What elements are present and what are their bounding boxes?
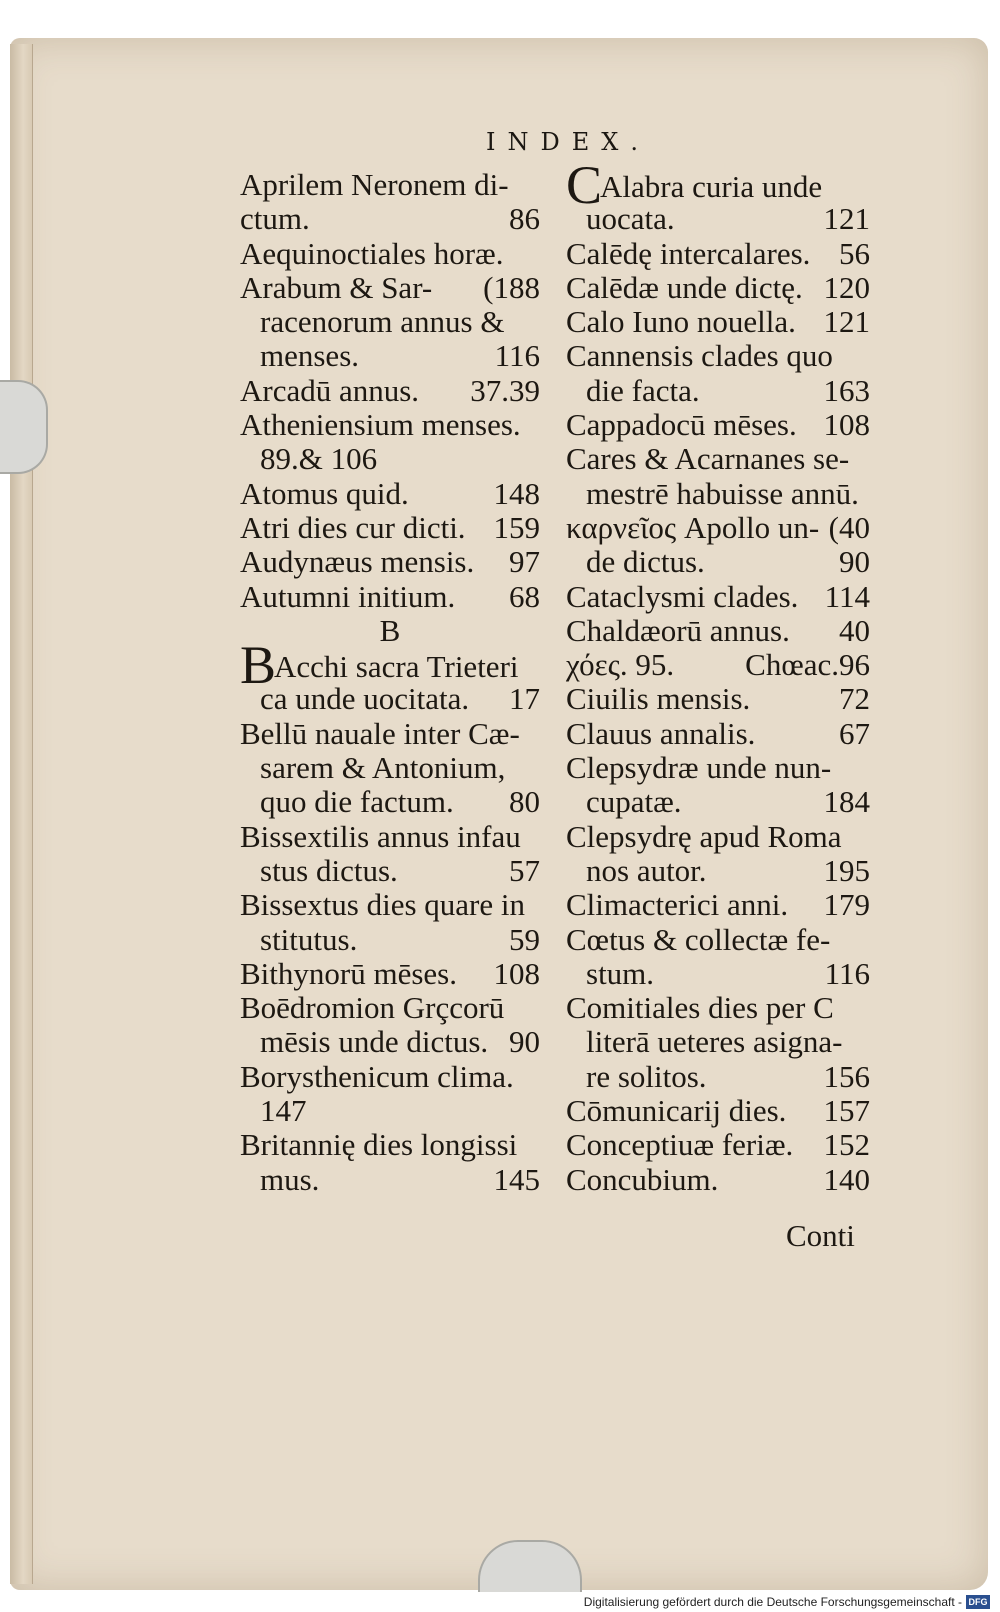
index-entry-line bbox=[240, 1128, 540, 1162]
index-entry-line bbox=[566, 155, 870, 215]
clamp-left bbox=[0, 380, 48, 474]
index-entry-label: Aprilem Neronem di- bbox=[240, 167, 509, 202]
index-entry-text bbox=[240, 991, 504, 1025]
index-entry-line bbox=[566, 271, 870, 305]
index-entry-label: Atomus quid. bbox=[240, 475, 409, 511]
index-entry-line bbox=[566, 751, 870, 785]
index-entry-label: Boēdromion Grçcorū bbox=[240, 990, 505, 1026]
index-entry-line bbox=[566, 339, 870, 373]
index-entry-line bbox=[566, 785, 870, 819]
index-entry-label: Acchi sacra Trieteri bbox=[274, 649, 519, 685]
page-reference: 116 bbox=[494, 338, 540, 374]
index-entry-line bbox=[240, 1025, 540, 1059]
index-entry-line bbox=[240, 271, 540, 305]
index-entry-text bbox=[240, 545, 474, 579]
index-entry-line bbox=[240, 580, 540, 614]
page-reference: 56 bbox=[839, 235, 870, 271]
index-entry-text bbox=[240, 374, 419, 408]
index-entry-label: racenorum annus & bbox=[260, 304, 505, 340]
page-reference: 159 bbox=[493, 509, 540, 545]
index-entry-label: Audynæus mensis. bbox=[240, 544, 475, 580]
page-reference: 184 bbox=[823, 784, 870, 820]
page-reference: (188 bbox=[483, 269, 540, 305]
index-entry-line bbox=[240, 820, 540, 854]
index-entry-line bbox=[240, 442, 540, 476]
index-entry-line bbox=[240, 785, 540, 819]
index-entry-text bbox=[260, 442, 377, 476]
index-entry-line bbox=[240, 854, 540, 888]
index-entry-label: Bissextilis annus infau bbox=[240, 818, 521, 854]
index-entry-label: Calēdę intercalares. bbox=[566, 235, 811, 271]
index-entry-label: Ciuilis mensis. bbox=[566, 681, 751, 717]
index-entry-line bbox=[240, 511, 540, 545]
page-reference: 140 bbox=[823, 1161, 870, 1197]
index-entry-line bbox=[240, 374, 540, 408]
index-column-left bbox=[240, 168, 540, 1197]
index-entry-label: Cares & Acarnanes se- bbox=[566, 441, 850, 477]
index-entry-line bbox=[240, 991, 540, 1025]
index-entry-line bbox=[240, 408, 540, 442]
page-reference: 114 bbox=[824, 578, 870, 614]
index-entry-text bbox=[566, 408, 797, 442]
index-entry-line bbox=[240, 545, 540, 579]
page-reference: Chœac.96 bbox=[745, 647, 870, 683]
index-entry-text bbox=[240, 580, 455, 614]
index-entry-line bbox=[566, 888, 870, 922]
index-entry-line bbox=[566, 991, 870, 1025]
index-entry-text bbox=[260, 854, 398, 888]
index-entry-label: stum. bbox=[586, 955, 655, 991]
index-entry-label: χόες. 95. bbox=[566, 647, 675, 683]
index-entry-line bbox=[566, 717, 870, 751]
index-entry-label: Chaldæorū annus. bbox=[566, 612, 790, 648]
index-entry-label: Climacterici anni. bbox=[566, 887, 789, 923]
index-entry-label: Atri dies cur dicti. bbox=[240, 509, 466, 545]
index-entry-text bbox=[240, 511, 466, 545]
drop-initial: C bbox=[566, 155, 603, 215]
index-entry-label: 89.& 106 bbox=[260, 441, 378, 477]
index-entry-label: Comitiales dies per C bbox=[566, 990, 834, 1026]
index-entry-text bbox=[586, 374, 700, 408]
index-entry-label: Autumni initium. bbox=[240, 578, 456, 614]
index-entry-line bbox=[566, 545, 870, 579]
index-entry-label: Conceptiuæ feriæ. bbox=[566, 1127, 794, 1163]
index-entry-label: ctum. bbox=[240, 201, 310, 237]
index-entry-label: mus. bbox=[260, 1161, 320, 1197]
index-entry-text bbox=[240, 477, 409, 511]
page-reference: 68 bbox=[509, 578, 540, 614]
index-entry-line bbox=[566, 442, 870, 476]
page-reference: 145 bbox=[493, 1161, 540, 1197]
page-reference: 148 bbox=[493, 475, 540, 511]
index-entry-label: quo die factum. bbox=[260, 784, 454, 820]
index-entry-text bbox=[586, 854, 707, 888]
index-entry-label: Arcadū annus. bbox=[240, 372, 420, 408]
index-entry-text bbox=[240, 1060, 514, 1094]
index-entry-line bbox=[240, 614, 540, 648]
index-entry-label: Cappadocū mēses. bbox=[566, 407, 797, 443]
index-entry-text bbox=[240, 202, 310, 236]
index-entry-text bbox=[566, 511, 819, 545]
index-entry-line bbox=[566, 923, 870, 957]
index-entry-line bbox=[566, 614, 870, 648]
index-entry-text bbox=[380, 614, 401, 648]
index-entry-line bbox=[240, 1094, 540, 1128]
index-entry-text bbox=[586, 1060, 707, 1094]
page-reference: 90 bbox=[509, 1024, 540, 1060]
index-entry-label: Clauus annalis. bbox=[566, 715, 756, 751]
drop-initial: B bbox=[240, 635, 277, 696]
index-entry-text bbox=[260, 1163, 319, 1197]
index-entry-text bbox=[240, 237, 503, 271]
index-entry-label: mestrē habuisse annū. bbox=[586, 475, 859, 511]
index-column-right bbox=[566, 155, 870, 1197]
index-entry-line bbox=[240, 717, 540, 751]
index-entry-line bbox=[566, 1025, 870, 1059]
dfg-logo: DFG bbox=[966, 1595, 990, 1609]
index-entry-label: cupatæ. bbox=[586, 784, 682, 820]
index-entry-line bbox=[240, 888, 540, 922]
page-reference: 86 bbox=[509, 201, 540, 237]
index-entry-text bbox=[260, 785, 454, 819]
index-entry-line bbox=[566, 682, 870, 716]
index-entry-line bbox=[566, 648, 870, 682]
index-entry-label: sarem & Antonium, bbox=[260, 750, 506, 786]
page-header: INDEX. bbox=[486, 128, 650, 156]
index-entry-text bbox=[260, 1094, 307, 1128]
index-entry-label: Bellū nauale inter Cæ- bbox=[240, 715, 520, 751]
page-reference: 57 bbox=[509, 852, 540, 888]
index-entry-line bbox=[566, 511, 870, 545]
index-entry-text bbox=[566, 888, 788, 922]
index-entry-label: die facta. bbox=[586, 372, 700, 408]
page-reference: 108 bbox=[493, 955, 540, 991]
index-entry-line bbox=[240, 305, 540, 339]
index-entry-text bbox=[260, 305, 504, 339]
index-entry-line bbox=[240, 477, 540, 511]
index-entry-line bbox=[566, 305, 870, 339]
index-entry-label: Clepsydrę apud Roma bbox=[566, 818, 842, 854]
page-reference: 121 bbox=[823, 304, 870, 340]
index-entry-text bbox=[260, 923, 357, 957]
index-entry-label: Cataclysmi clades. bbox=[566, 578, 799, 614]
index-entry-label: Calo Iuno nouella. bbox=[566, 304, 796, 340]
index-entry-text bbox=[566, 717, 755, 751]
index-entry-text bbox=[240, 957, 457, 991]
page-reference: 80 bbox=[509, 784, 540, 820]
index-entry-text bbox=[566, 155, 823, 215]
index-entry-line bbox=[566, 237, 870, 271]
clamp-bottom bbox=[478, 1540, 582, 1598]
index-entry-text bbox=[586, 545, 705, 579]
index-entry-line bbox=[566, 374, 870, 408]
binding-edge bbox=[10, 44, 33, 1584]
page-reference: 59 bbox=[509, 921, 540, 957]
index-entry-line bbox=[566, 202, 870, 236]
index-entry-line bbox=[240, 168, 540, 202]
index-entry-text bbox=[240, 408, 521, 442]
index-entry-label: menses. bbox=[260, 338, 360, 374]
index-entry-label: Borysthenicum clima. bbox=[240, 1058, 514, 1094]
index-entry-label: Clepsydræ unde nun- bbox=[566, 750, 832, 786]
index-entry-text bbox=[566, 442, 849, 476]
index-entry-label: καρνεῖος Apollo un- bbox=[566, 509, 820, 545]
index-entry-line bbox=[240, 923, 540, 957]
index-entry-label: Britannię dies longissi bbox=[240, 1127, 518, 1163]
index-entry-label: nos autor. bbox=[586, 852, 707, 888]
index-entry-text bbox=[566, 580, 798, 614]
index-entry-line bbox=[240, 635, 540, 696]
page-reference: 17 bbox=[509, 681, 540, 717]
index-entry-text bbox=[566, 991, 834, 1025]
page-reference: 72 bbox=[839, 681, 870, 717]
index-entry-label: Aequinoctiales horæ. bbox=[240, 235, 504, 271]
index-entry-line bbox=[240, 682, 540, 716]
page-reference: 67 bbox=[839, 715, 870, 751]
page-reference: 90 bbox=[839, 544, 870, 580]
index-entry-line bbox=[566, 1094, 870, 1128]
index-entry-label: literā ueteres asigna- bbox=[586, 1024, 843, 1060]
index-entry-text bbox=[586, 477, 859, 511]
index-entry-label: Bissextus dies quare in bbox=[240, 887, 525, 923]
page-reference: 179 bbox=[823, 887, 870, 923]
index-entry-text bbox=[566, 1094, 786, 1128]
index-entry-line bbox=[566, 477, 870, 511]
index-entry-label: Alabra curia unde bbox=[600, 169, 823, 204]
index-entry-line bbox=[240, 339, 540, 373]
index-entry-label: Calēdæ unde dictę. bbox=[566, 269, 803, 305]
index-entry-text bbox=[566, 1128, 793, 1162]
index-entry-line bbox=[240, 957, 540, 991]
index-entry-text bbox=[240, 271, 432, 305]
index-entry-label: Atheniensium menses. bbox=[240, 407, 521, 443]
index-entry-text bbox=[566, 237, 810, 271]
index-entry-text bbox=[586, 957, 654, 991]
index-entry-line bbox=[566, 820, 870, 854]
index-entry-text bbox=[240, 888, 525, 922]
index-entry-label: 147 bbox=[260, 1093, 307, 1129]
index-entry-label: stus dictus. bbox=[260, 852, 398, 888]
index-entry-label: uocata. bbox=[586, 201, 675, 237]
index-entry-text bbox=[260, 682, 469, 716]
page-reference: 156 bbox=[823, 1058, 870, 1094]
index-entry-label: stitutus. bbox=[260, 921, 358, 957]
index-entry-label: Cannensis clades quo bbox=[566, 338, 833, 374]
index-entry-text bbox=[240, 717, 520, 751]
index-entry-line bbox=[566, 1128, 870, 1162]
page-reference: 157 bbox=[823, 1093, 870, 1129]
page-reference: 163 bbox=[823, 372, 870, 408]
index-entry-label: mēsis unde dictus. bbox=[260, 1024, 489, 1060]
index-entry-text bbox=[566, 648, 674, 682]
index-entry-line bbox=[566, 1060, 870, 1094]
index-entry-text bbox=[566, 923, 830, 957]
index-entry-text bbox=[566, 682, 750, 716]
index-entry-line bbox=[566, 408, 870, 442]
page-reference: 97 bbox=[509, 544, 540, 580]
index-entry-text bbox=[260, 751, 505, 785]
page-reference: 108 bbox=[823, 407, 870, 443]
index-entry-text bbox=[586, 785, 682, 819]
index-entry-text bbox=[240, 168, 509, 202]
index-entry-text bbox=[260, 339, 359, 373]
index-entry-text bbox=[566, 751, 831, 785]
index-entry-text bbox=[240, 1128, 517, 1162]
index-entry-text bbox=[566, 1163, 718, 1197]
index-entry-line bbox=[566, 1163, 870, 1197]
index-entry-label: re solitos. bbox=[586, 1058, 707, 1094]
index-entry-label: Cœtus & collectæ fe- bbox=[566, 921, 831, 957]
index-entry-label: Concubium. bbox=[566, 1161, 719, 1197]
page-reference: 121 bbox=[823, 201, 870, 237]
index-entry-text bbox=[566, 339, 833, 373]
index-entry-label: de dictus. bbox=[586, 544, 705, 580]
index-entry-label: ca unde uocitata. bbox=[260, 681, 470, 717]
index-entry-text bbox=[566, 305, 796, 339]
index-entry-text bbox=[240, 635, 519, 696]
index-entry-text bbox=[566, 820, 842, 854]
index-entry-line bbox=[566, 854, 870, 888]
index-entry-text bbox=[586, 202, 675, 236]
index-entry-label: Arabum & Sar- bbox=[240, 269, 433, 305]
index-entry-line bbox=[566, 580, 870, 614]
catchword: Conti bbox=[786, 1218, 855, 1253]
index-entry-line bbox=[240, 237, 540, 271]
index-entry-label: Bithynorū mēses. bbox=[240, 955, 457, 991]
index-entry-label: B bbox=[379, 612, 401, 648]
page-reference: 120 bbox=[823, 269, 870, 305]
index-entry-text bbox=[566, 614, 790, 648]
page-reference: 116 bbox=[824, 955, 870, 991]
page-reference: 40 bbox=[839, 612, 870, 648]
index-entry-text bbox=[566, 271, 803, 305]
index-entry-text bbox=[586, 1025, 842, 1059]
page-reference: 195 bbox=[823, 852, 870, 888]
index-entry-line bbox=[240, 1060, 540, 1094]
page-reference: 152 bbox=[823, 1127, 870, 1163]
index-entry-line bbox=[240, 751, 540, 785]
index-entry-line bbox=[240, 1163, 540, 1197]
index-entry-label: Cōmunicarij dies. bbox=[566, 1093, 787, 1129]
index-entry-text bbox=[260, 1025, 488, 1059]
footer-credit: Digitalisierung gefördert durch die Deutsche Forschungsgemeinschaft - bbox=[583, 1595, 962, 1609]
page-reference: 37.39 bbox=[470, 372, 540, 408]
page-reference: (40 bbox=[828, 509, 870, 545]
index-entry-text bbox=[240, 820, 521, 854]
index-entry-line bbox=[566, 957, 870, 991]
index-entry-line bbox=[240, 202, 540, 236]
